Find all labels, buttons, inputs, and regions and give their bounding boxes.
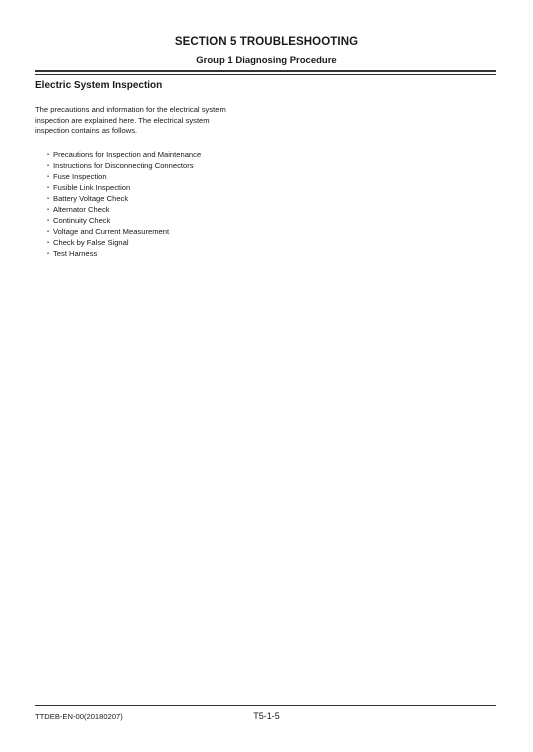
list-item	[35, 204, 275, 215]
list-item-label: Alternator Check	[53, 204, 110, 214]
list-item	[35, 193, 275, 204]
list-item	[35, 149, 275, 160]
bullet-icon: ・	[44, 193, 52, 203]
bullet-icon: ・	[44, 237, 52, 247]
intro-paragraph: The precautions and information for the electrical system inspection are explained here. The electrical system inspection contains as follows.	[35, 105, 226, 135]
page-number: T5-1-5	[253, 711, 280, 721]
group-title: Group 1 Diagnosing Procedure	[196, 55, 337, 66]
list-item-label: Instructions for Disconnecting Connectors	[53, 160, 194, 170]
bullet-icon: ・	[44, 160, 52, 170]
header-rule-thin	[35, 74, 496, 75]
bullet-icon: ・	[44, 215, 52, 225]
list-item	[35, 182, 275, 193]
list-item-label: Fuse Inspection	[53, 171, 107, 181]
list-item-label: Test Harness	[53, 248, 98, 258]
main-content	[35, 80, 275, 259]
list-item-label: Fusible Link Inspection	[53, 182, 131, 192]
list-item	[35, 226, 275, 237]
list-item-label: Check by False Signal	[53, 237, 129, 247]
header-rule-thick	[35, 70, 496, 72]
list-item	[35, 248, 275, 259]
list-item	[35, 215, 275, 226]
bullet-icon: ・	[44, 171, 52, 181]
section-title: SECTION 5 TROUBLESHOOTING	[174, 36, 359, 48]
bullet-icon: ・	[44, 248, 52, 258]
topic-heading: Electric System Inspection	[35, 80, 163, 91]
bullet-icon: ・	[44, 226, 52, 236]
document-code: TTDEB-EN-00(20180207)	[35, 712, 123, 721]
list-item-label: Battery Voltage Check	[53, 193, 129, 203]
bullet-icon: ・	[44, 149, 52, 159]
list-item-label: Continuity Check	[53, 215, 111, 225]
bullet-icon: ・	[44, 182, 52, 192]
list-item	[35, 171, 275, 182]
list-item-label: Voltage and Current Measurement	[53, 226, 170, 236]
inspection-list	[35, 149, 275, 259]
list-item	[35, 237, 275, 248]
list-item	[35, 160, 275, 171]
bullet-icon: ・	[44, 204, 52, 214]
footer-rule	[35, 705, 496, 706]
list-item-label: Precautions for Inspection and Maintenance	[53, 149, 202, 159]
